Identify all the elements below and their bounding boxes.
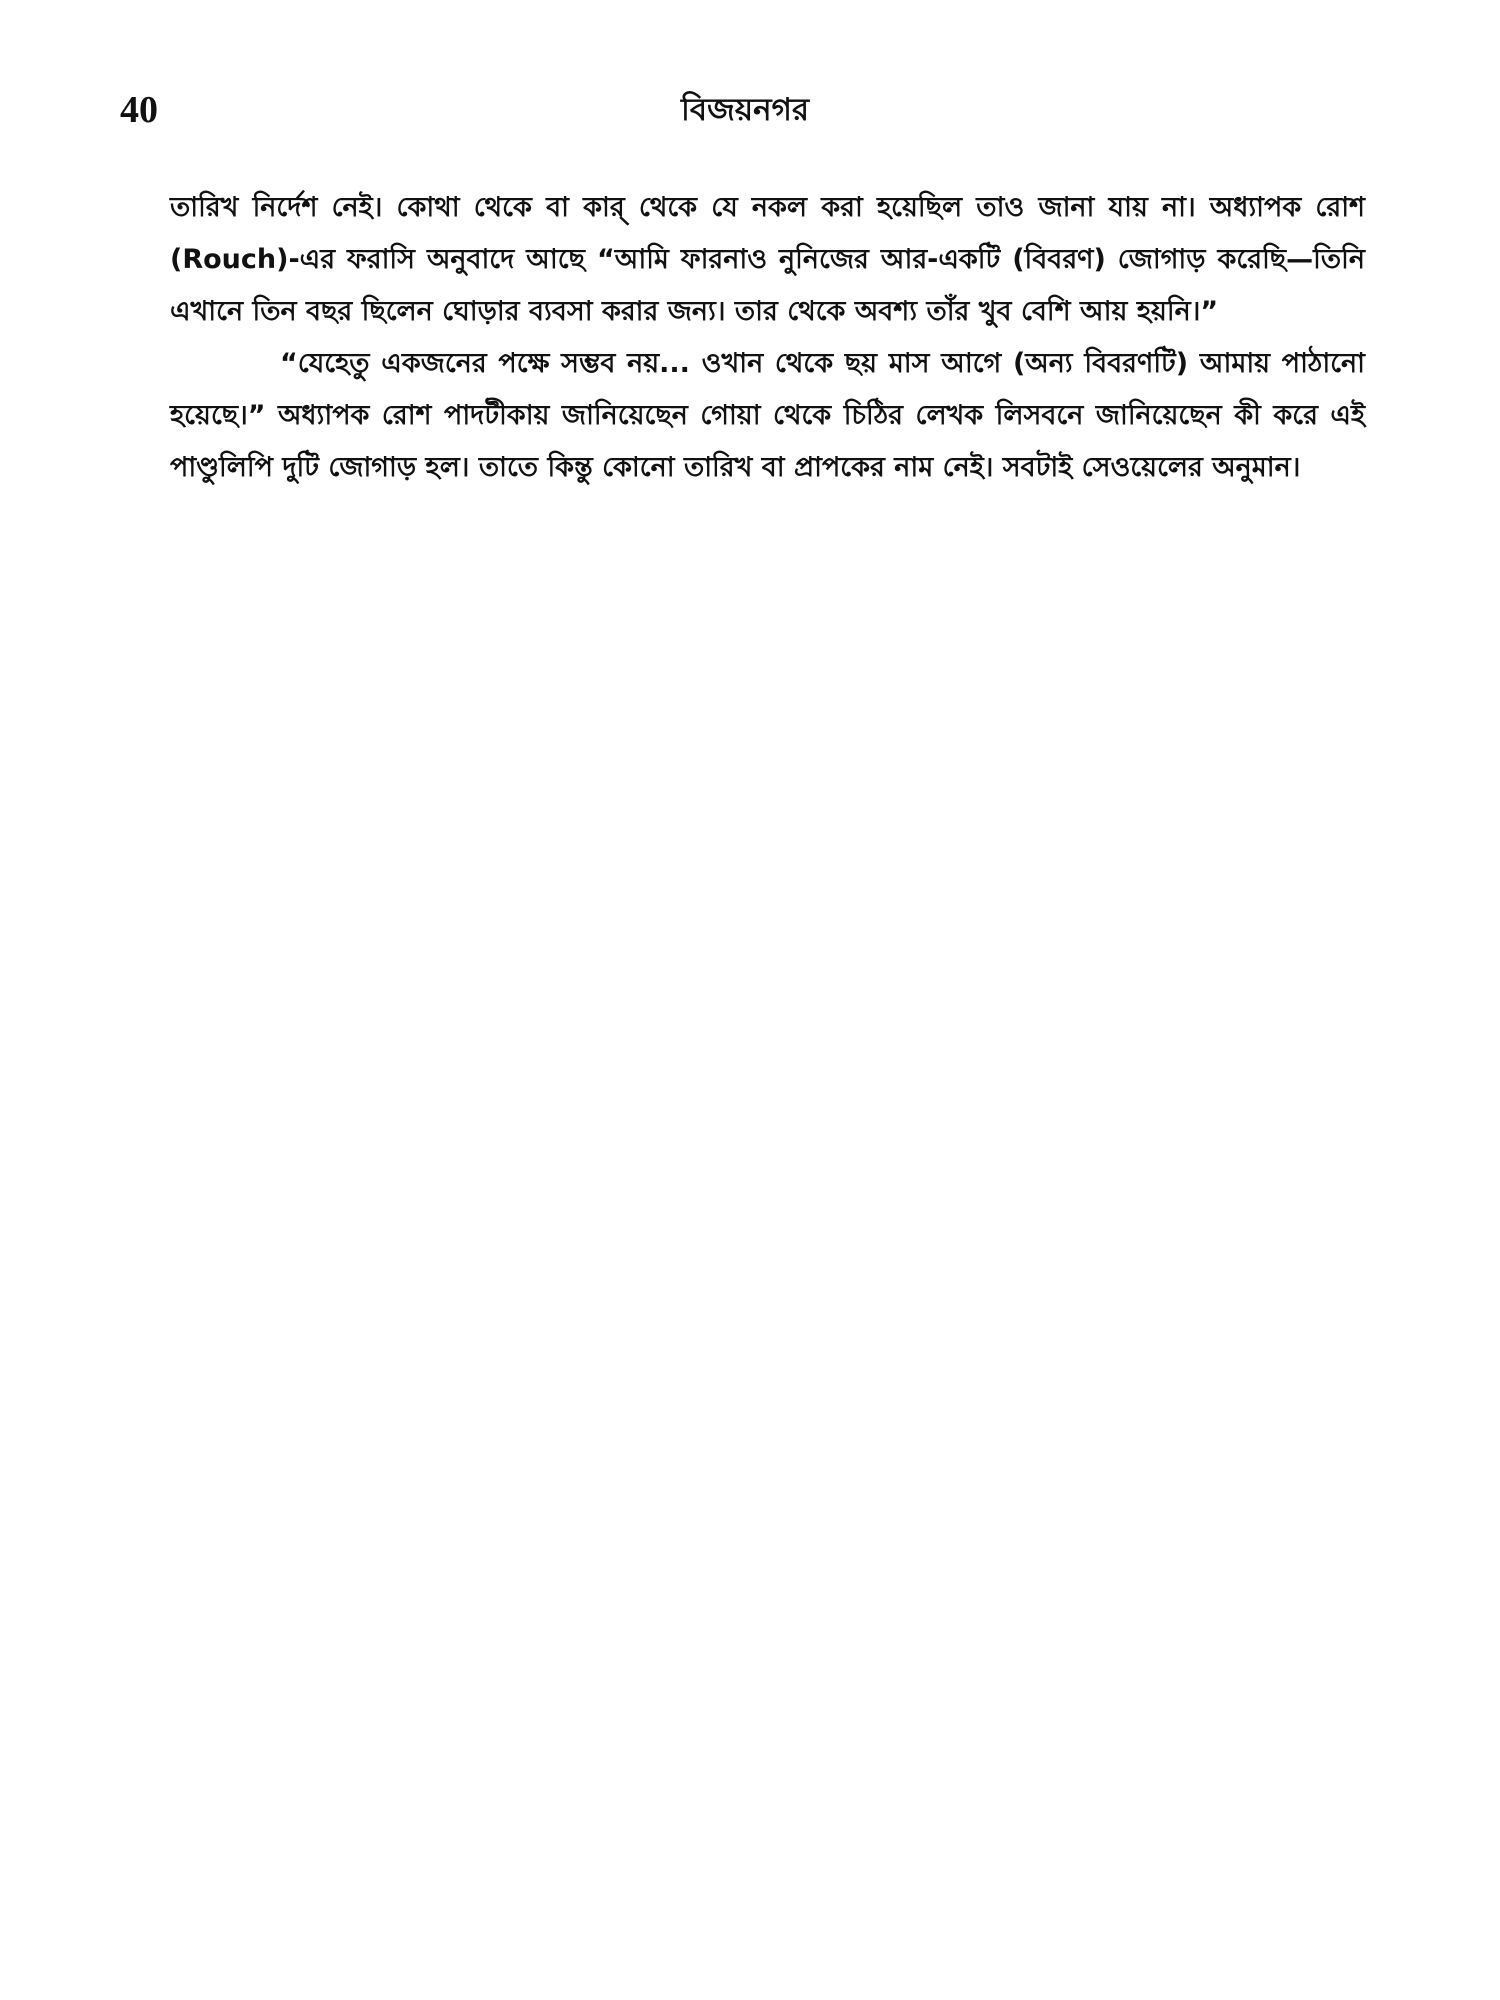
running-title: বিজয়নগর (681, 92, 809, 128)
page-header (120, 88, 1370, 144)
page-number: 40 (120, 89, 158, 131)
body-paragraph-2: “যেহেতু একজনের পক্ষে সম্ভব নয়... ওখান থেকে ছয় মাস আগে (অন্য বিবরণটি) আমায় পাঠানো হয়েছে।” অধ্যাপক রোশ পাদটীকায় জানিয়েছেন গোয়া থেকে চিঠির লেখক লিসবনে জানিয়েছেন কী করে এই পাণ্ডুলিপি দুটি জোগাড় হল। তাতে কিন্তু কোনো তারিখ বা প্রাপকের নাম নেই। সবটাই সেওয়েলের অনুমান। (170, 348, 1365, 483)
body-paragraph-1: তারিখ নির্দেশ নেই। কোথা থেকে বা কার্‌ থেকে যে নকল করা হয়েছিল তাও জানা যায় না। অধ্যাপক রোশ (Rouch)-এর ফরাসি অনুবাদে আছে “আমি ফারনাও নুনিজের আর-একটি (বিবরণ) জোগাড় করেছি—তিনি এখানে তিন বছর ছিলেন ঘোড়ার ব্যবসা করার জন্য। তার থেকে অবশ্য তাঁর খুব বেশি আয় হয়নি।” (170, 192, 1365, 327)
page-body (170, 182, 1365, 494)
